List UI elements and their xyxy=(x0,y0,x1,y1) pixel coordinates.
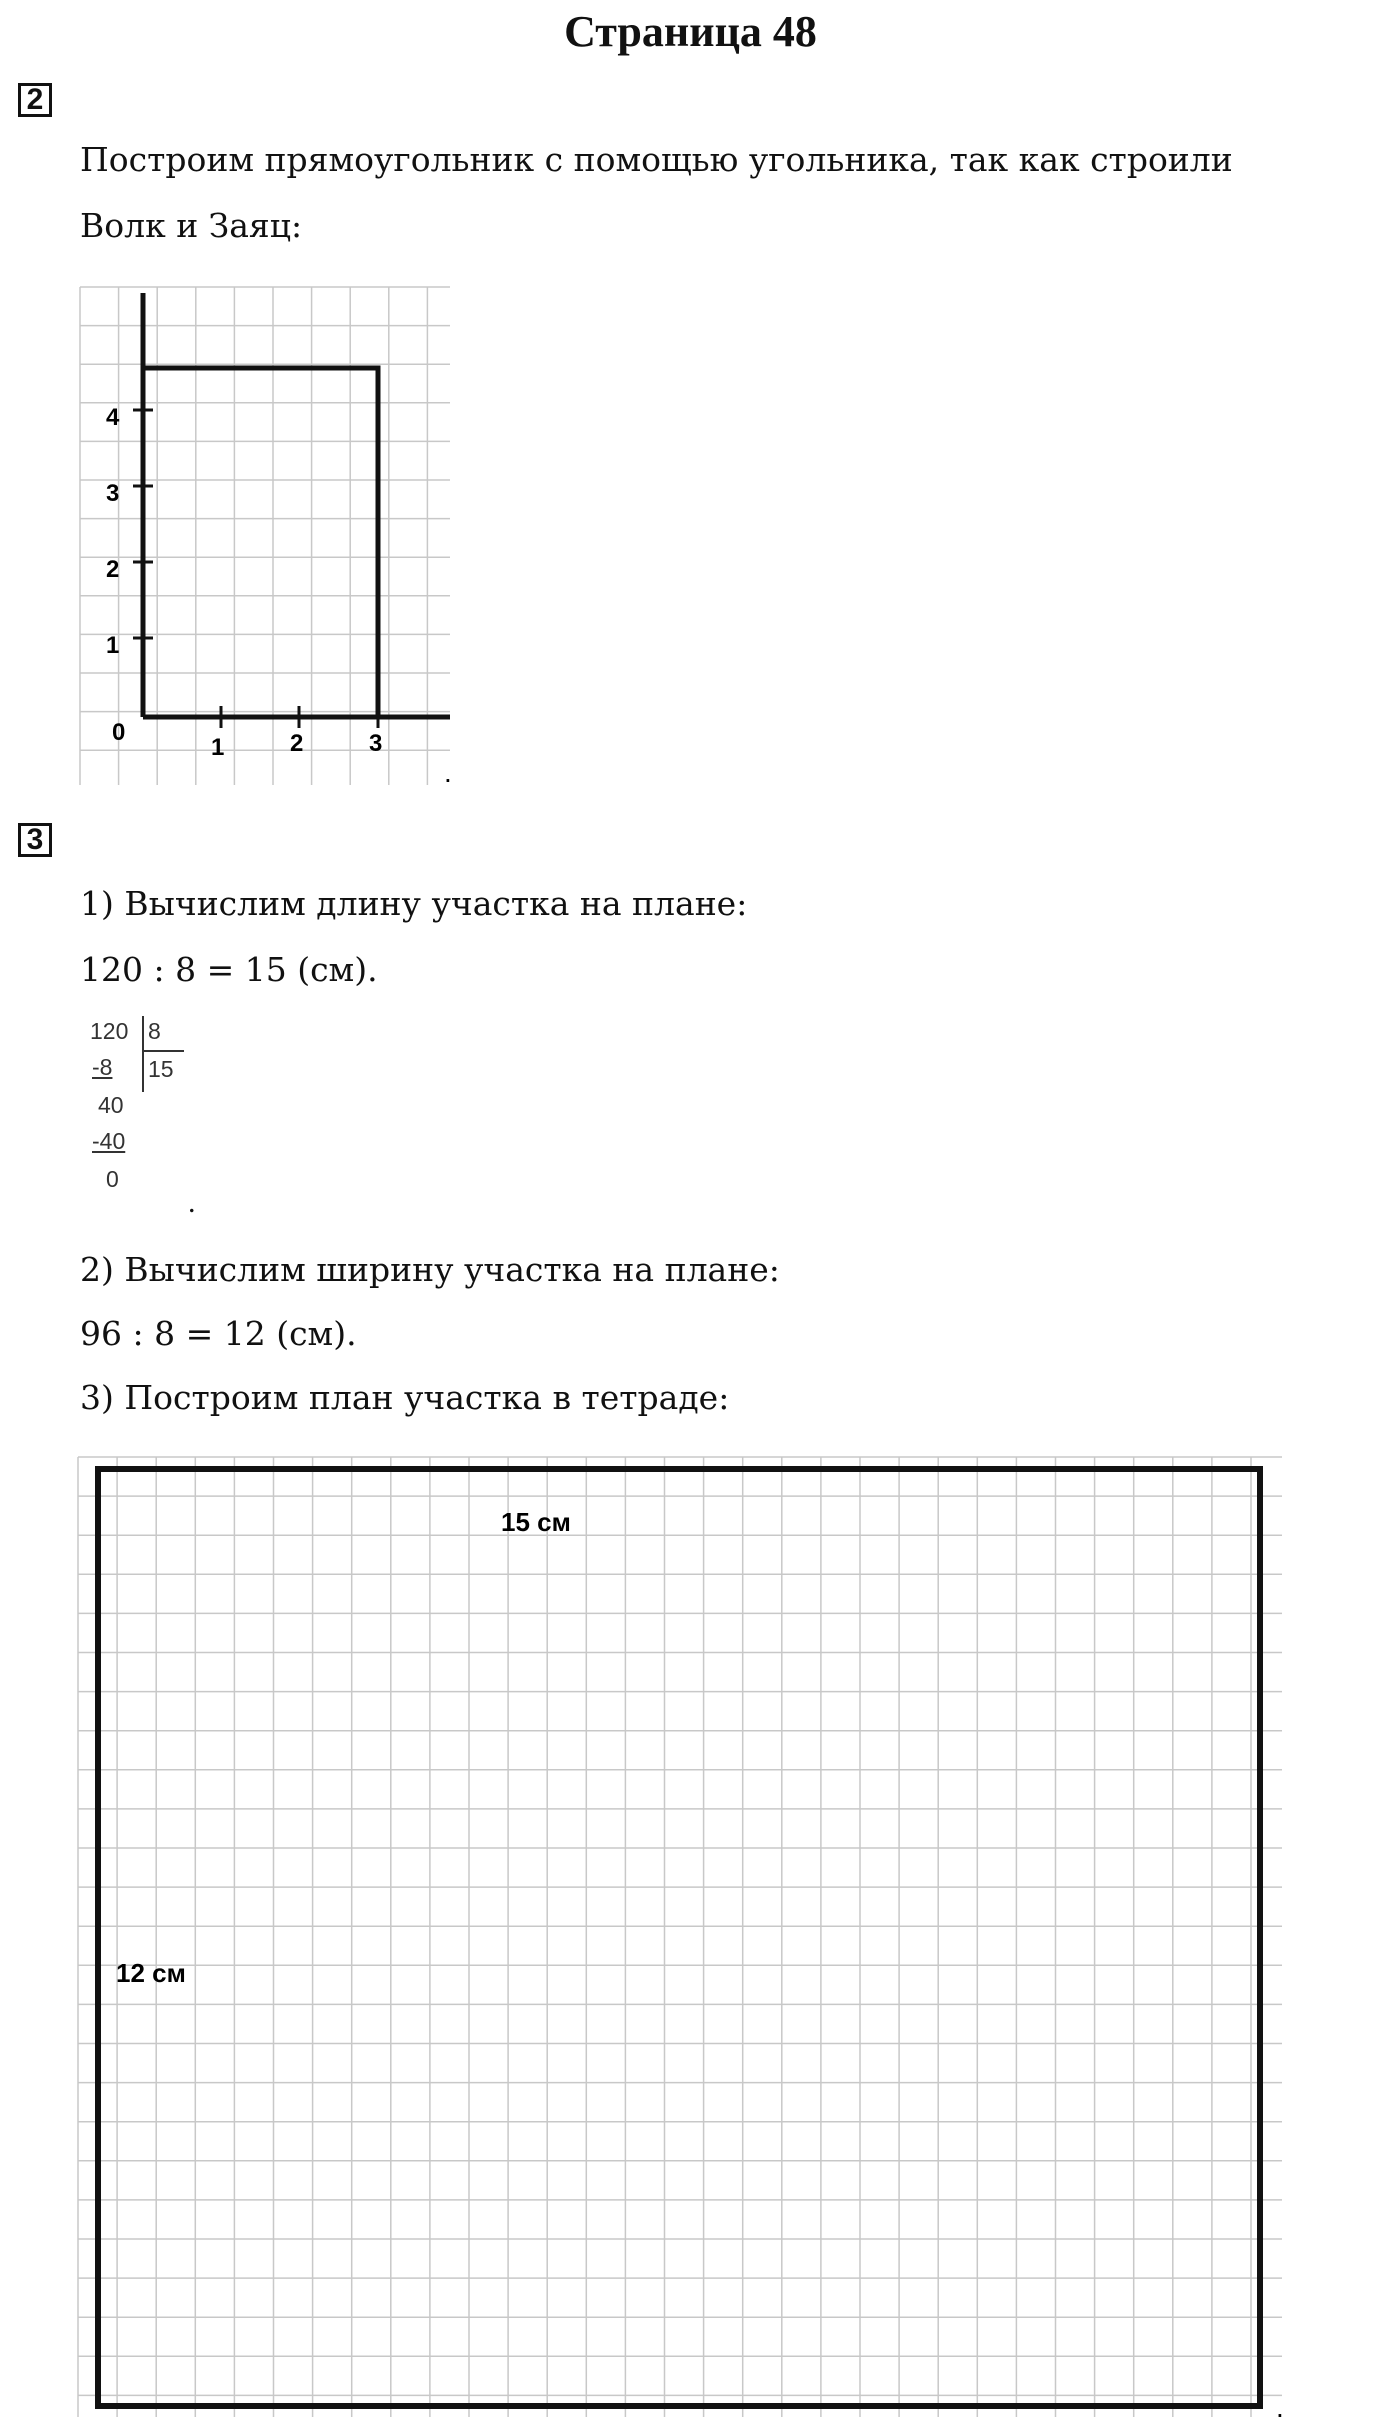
task-number-2: 2 xyxy=(18,83,52,117)
division-bar xyxy=(142,1016,144,1092)
remainder-2: 0 xyxy=(106,1166,119,1192)
quotient: 15 xyxy=(148,1056,174,1082)
subtrahend-1: -8 xyxy=(92,1054,113,1080)
width-label: 12 см xyxy=(116,1958,186,1988)
task-number-3: 3 xyxy=(18,823,52,857)
subtrahend-2: -40 xyxy=(92,1128,126,1154)
y-tick-label: 2 xyxy=(106,556,120,583)
graph-grid xyxy=(80,287,450,785)
x-tick-label: 1 xyxy=(211,734,225,761)
graph-end-dot: . xyxy=(444,757,452,788)
task3-step2: 2) Вычислим ширину участка на плане: xyxy=(80,1250,780,1289)
task3-equation1: 120 : 8 = 15 (см). xyxy=(80,950,378,989)
task2-text-line1: Построим прямоугольник с помощью угольника, так как строили xyxy=(80,140,1233,179)
x-tick-label: 3 xyxy=(369,730,383,757)
task3-step1: 1) Вычислим длину участка на плане: xyxy=(80,884,748,923)
y-tick-label: 3 xyxy=(106,480,120,507)
y-tick-label: 1 xyxy=(106,632,120,659)
plan-grid xyxy=(78,1457,1282,2417)
task3-step3: 3) Построим план участка в тетраде: xyxy=(80,1378,730,1417)
plot-plan-grid xyxy=(76,1455,1298,2424)
origin-label: 0 xyxy=(112,719,126,746)
dividend: 120 xyxy=(90,1018,129,1044)
x-tick-label: 2 xyxy=(290,730,304,757)
page-title: Страница 48 xyxy=(564,7,817,56)
task2-text-line2: Волк и Заяц: xyxy=(80,206,303,245)
plot-plan-rectangle xyxy=(98,1469,1260,2406)
quotient-line xyxy=(142,1050,184,1052)
rectangle-graph xyxy=(78,285,458,799)
length-label: 15 см xyxy=(501,1507,571,1537)
y-tick-label: 4 xyxy=(106,404,120,431)
task3-equation2: 96 : 8 = 12 (см). xyxy=(80,1314,357,1353)
divisor: 8 xyxy=(148,1018,161,1044)
division-end-dot: . xyxy=(188,1186,196,1219)
remainder-1: 40 xyxy=(98,1092,124,1118)
long-division xyxy=(88,1012,208,1212)
rectangle xyxy=(143,368,378,717)
plan-end-dot: . xyxy=(1276,2392,1284,2420)
